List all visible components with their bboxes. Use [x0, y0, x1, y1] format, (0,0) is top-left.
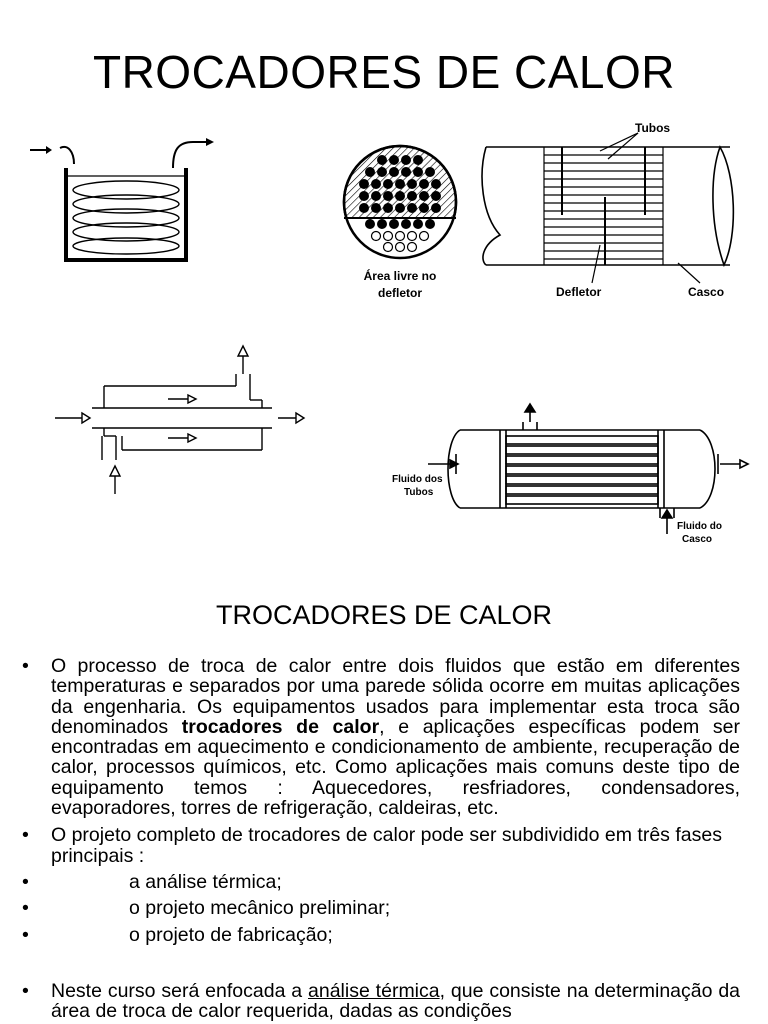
paragraph-text: O projeto completo de trocadores de calor pode ser subdividido em três fases principais :: [51, 824, 722, 867]
page-title: TROCADORES DE CALOR: [92, 46, 676, 98]
bullet-marker: •: [22, 870, 29, 893]
baffle-area-label-line1: Área livre no: [363, 269, 437, 283]
phase-item: o projeto mecânico preliminar;: [129, 897, 391, 920]
paragraph-text: O processo de troca de calor entre dois fluidos que estão em diferentes temperaturas e separados por uma parede sólida ocorre em muitas aplicações da engenharia. Os equipamentos usados para implementar esta troca são denominados: [51, 655, 740, 738]
double-pipe-figure: [50, 340, 310, 500]
paragraph-text: Neste curso será enfocada a: [51, 979, 309, 1002]
baffle-label: Defletor: [556, 285, 602, 299]
shell-tube-exchanger-figure: [390, 400, 765, 550]
list-item: [22, 981, 740, 1022]
coil-tank-figure: [28, 130, 238, 270]
phase-item: a análise térmica;: [129, 870, 282, 893]
tube-fluid-label-line2: Tubos: [404, 487, 434, 498]
bullet-list: [22, 656, 740, 1021]
bold-term: trocadores de calor: [181, 715, 380, 738]
shell-fluid-label-line2: Casco: [682, 534, 713, 545]
paragraph-text: , e aplicações específicas podem ser encontradas em aquecimento e condicionamento de ambiente, recuperação de calor, processos químicos, etc. Como aplicações mais comuns deste tipo de equipamento temos : Aquecedores, resfriadores, condensadores, evaporadores, torres de refrigeração, caldeiras, etc.: [51, 715, 740, 820]
shell-label: Casco: [688, 285, 725, 299]
underlined-term: análise térmica: [308, 979, 440, 1002]
list-item: [22, 925, 740, 945]
tube-fluid-label-line1: Fluido dos: [392, 474, 443, 485]
phase-item: o projeto de fabricação;: [129, 923, 333, 946]
list-item: [22, 872, 740, 892]
tubes-label: Tubos: [635, 121, 671, 135]
bullet-marker: •: [22, 897, 29, 920]
paragraph-text: , que consiste na determinação da área de troca de calor requerida, dadas as condições: [51, 979, 741, 1023]
baffle-area-label-line2: defletor: [377, 286, 423, 300]
shell-fluid-label-line1: Fluido do: [677, 521, 722, 532]
section-title: TROCADORES DE CALOR: [215, 600, 553, 630]
bullet-marker: •: [22, 923, 29, 946]
list-item: [22, 825, 740, 866]
shell-tube-cutaway-figure: [480, 115, 740, 305]
list-item: [22, 898, 740, 918]
bullet-marker: •: [22, 979, 29, 1002]
baffle-section-figure: [340, 130, 470, 305]
bullet-marker: •: [22, 824, 29, 847]
list-item: [22, 656, 740, 818]
bullet-marker: •: [22, 655, 29, 677]
